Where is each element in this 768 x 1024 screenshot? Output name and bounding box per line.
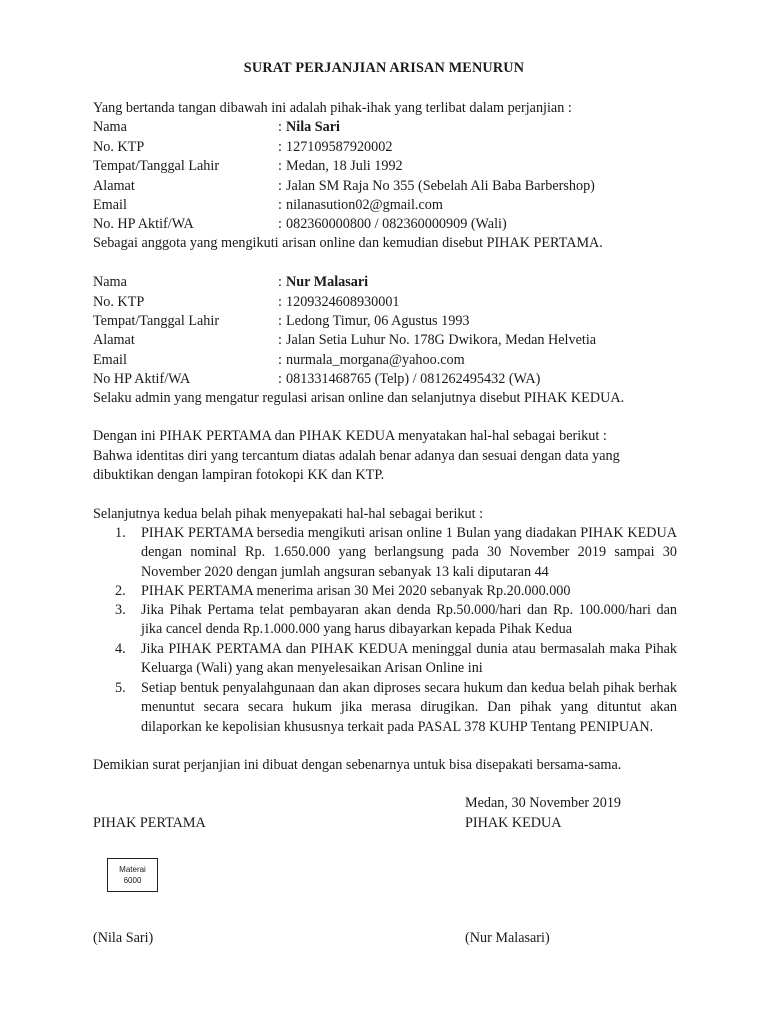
- party2-row-birth: Tempat/Tanggal Lahir : Ledong Timur, 06 Agustus 1993: [93, 313, 470, 329]
- document-title: SURAT PERJANJIAN ARISAN MENURUN: [243, 60, 525, 76]
- party1-row-address: Alamat : Jalan SM Raja No 355 (Sebelah Ali Baba Barbershop): [93, 177, 595, 194]
- signature-left-label: PIHAK PERTAMA: [93, 815, 206, 831]
- signature-left-name: (Nila Sari): [93, 930, 154, 946]
- party1-note: Sebagai anggota yang mengikuti arisan online dan kemudian disebut PIHAK PERTAMA.: [93, 235, 603, 251]
- statement-line-3: dibuktikan dengan lampiran fotokopi KK dan KTP.: [93, 467, 385, 483]
- party2-row-ktp: No. KTP : 1209324608930001: [93, 293, 400, 310]
- place-date: Medan, 30 November 2019: [465, 795, 622, 811]
- statement-line-2: Bahwa identitas diri yang tercantum diatas adalah benar adanya dan sesuai dengan data yang: [93, 448, 620, 464]
- party1-row-name: Nama : Nila Sari: [93, 119, 340, 135]
- party1-row-birth: Tempat/Tanggal Lahir : Medan, 18 Juli 1992: [93, 158, 403, 174]
- party2-note: Selaku admin yang mengatur regulasi arisan online dan selanjutnya disebut PIHAK KEDUA.: [93, 390, 625, 406]
- party2-row-address: Alamat : Jalan Setia Luhur No. 178G Dwikora, Medan Helvetia: [93, 332, 597, 348]
- intro-text: Yang bertanda tangan dibawah ini adalah pihak-ihak yang terlibat dalam perjanjian :: [93, 100, 572, 116]
- party2-row-phone: No HP Aktif/WA : 081331468765 (Telp) / 081262495432 (WA): [93, 371, 541, 387]
- party1-row-email: Email : nilanasution02@gmail.com: [93, 197, 443, 213]
- stamp-line-1: Materai: [119, 865, 146, 874]
- document-page: SURAT PERJANJIAN ARISAN MENURUN Yang bertanda tangan dibawah ini adalah pihak-ihak yang terlibat dalam perjanjian : Nama : Nila Sari No. KTP : 127109587920002 Tempat/Tanggal Lahir : Medan, 18 Juli 1992 Alamat : Jalan SM Raja No 355 (Sebelah Ali Baba Barbershop) Email : nilanasution02@gmail.com No. HP Aktif/WA : 082360000800 / 082360000909 (Wali) Sebagai anggota yang mengikuti arisan online dan kemudian disebut PIHAK PERTAMA. Nama : Nur Malasari No. KTP : 1209324608930001 Tempat/Tanggal Lahir : Ledong Timur, 06 Agustus 1993 Alamat : Jalan Setia Luhur No. 178G Dwikora, Medan Helvetia Email : nurmala_morgana@yahoo.com No HP Aktif/WA : 081331468765 (Telp) / 081262495432 (WA) Selaku admin yang mengatur regulasi arisan online dan selanjutnya disebut PIHAK KEDUA. Dengan ini PIHAK PERTAMA dan PIHAK KEDUA menyatakan hal-hal sebagai berikut : Bahwa identitas diri yang tercantum diatas adalah benar adanya dan sesuai dengan data yang dibuktikan dengan lampiran fotokopi KK dan KTP. Selanjutnya kedua belah pihak menyepakati hal-hal sebagai berikut : 1. PIHAK PERTAMA bersedia mengikuti arisan online 1 Bulan yang diadakan PIHAK KEDUA dengan nominal Rp. 1.650.000 yang berlangsung pada 30 November 2019 sampai 30 November 2020 dengan jumlah angsuran sebanyak 13 kali diputaran 44 2. PIHAK PERTAMA menerima arisan 30 Mei 2020 sebanyak Rp.20.000.000 3. Jika Pihak Pertama telat pembayaran akan denda Rp.50.000/hari dan Rp. 100.000/hari dan jika cancel denda Rp.1.000.000 yang harus dibayarkan kepada Pihak Kedua 4. Jika PIHAK PERTAMA dan PIHAK KEDUA meninggal dunia atau bermasalah maka Pihak Keluarga (Wali) yang akan menyelesaikan Arisan Online ini 5. Setiap bentuk penyalahgunaan dan akan diproses secara hukum dan kedua belah pihak berhak menuntut secara secara hukum jika merasa dirugikan. Dan pihak yang dituntut akan dilaporkan ke kepolisian khususnya terkait pada PASAL 378 KUHP Tentang PENIPUAN. Demikian surat perjanjian ini dibuat dengan sebenarnya untuk bisa disepakati bersama-sama. Medan, 30 November 2019 PIHAK PERTAMA PIHAK KEDUA Materai 6000 (Nila Sari) (Nur Malasari): [0, 0, 768, 1024]
- party1-row-ktp: No. KTP : 127109587920002: [93, 138, 393, 155]
- statement-line-1: Dengan ini PIHAK PERTAMA dan PIHAK KEDUA menyatakan hal-hal sebagai berikut :: [93, 428, 607, 444]
- signature-right-label: PIHAK KEDUA: [465, 815, 562, 831]
- party2-row-email: Email : nurmala_morgana@yahoo.com: [93, 351, 465, 368]
- agreement-intro: Selanjutnya kedua belah pihak menyepakati hal-hal sebagai berikut :: [93, 506, 484, 522]
- closing-text: Demikian surat perjanjian ini dibuat dengan sebenarnya untuk bisa disepakati bersama-sama.: [93, 757, 622, 773]
- party2-row-name: Nama : Nur Malasari: [93, 274, 369, 290]
- party1-row-phone: No. HP Aktif/WA : 082360000800 / 082360000909 (Wali): [93, 216, 507, 232]
- stamp-line-2: 6000: [123, 876, 142, 885]
- materai-stamp-box: [107, 858, 158, 892]
- signature-right-name: (Nur Malasari): [465, 930, 550, 946]
